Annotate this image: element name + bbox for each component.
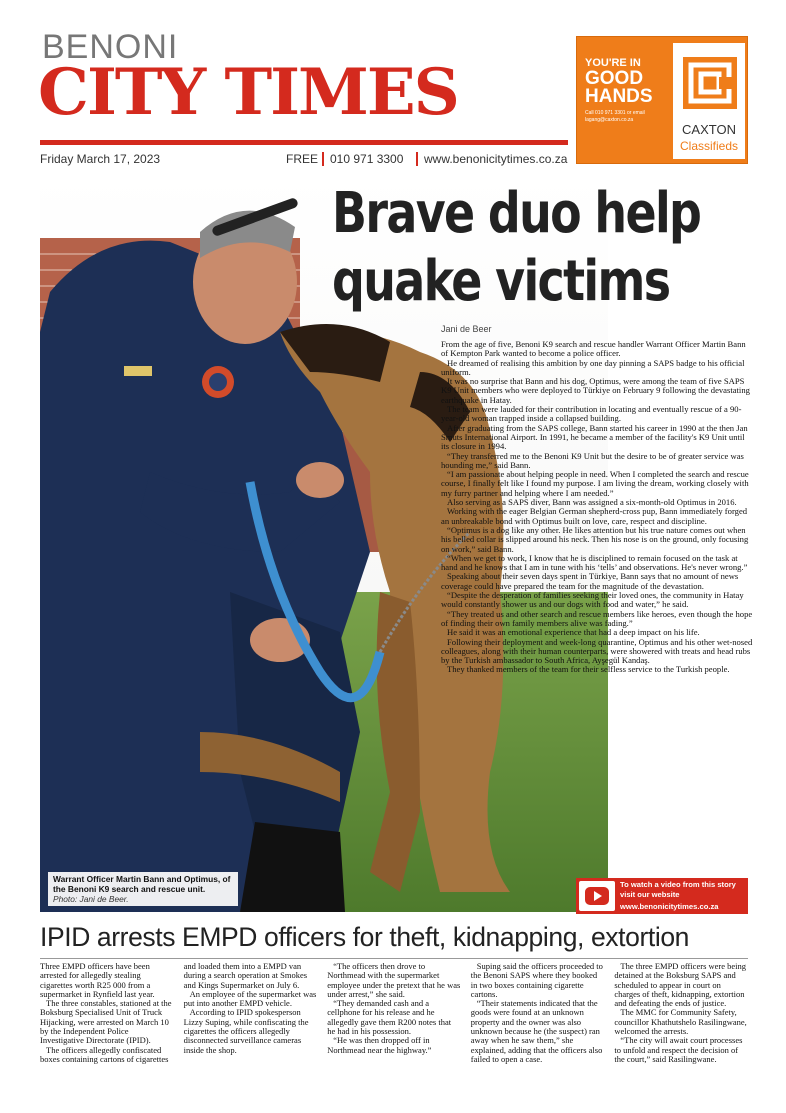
free-label: FREE bbox=[286, 152, 319, 166]
ad-email: lagang@caxton.co.za bbox=[585, 117, 634, 123]
caption-text: Warrant Officer Martin Bann and Optimus, of the Benoni K9 search and rescue unit. bbox=[53, 874, 231, 894]
ad-brand-panel bbox=[673, 43, 745, 159]
lead-paragraph: Speaking about their seven days spent in Türkiye, Bann says that no amount of news coverage could have prepared the team for the magnitude of the devastation. bbox=[441, 571, 739, 591]
ad-line1: YOU'RE IN bbox=[585, 57, 641, 69]
lead-headline-line1: Brave duo help bbox=[332, 181, 701, 246]
story2-paragraph: “They demanded cash and a cellphone for his release and he allegedly gave them R200 notes that he had in his possession. bbox=[327, 998, 452, 1037]
story2-paragraph: According to IPID spokesperson Lizzy Suping, while confiscating the cigarettes the officers allegedly disconnected surveillance cameras inside the shop. bbox=[183, 1007, 309, 1055]
story2-paragraph: Three EMPD officers have been arrested for allegedly stealing cigarettes worth R25 000 from a supermarket in Rynfield last year. bbox=[40, 961, 155, 999]
lead-headline bbox=[332, 180, 701, 316]
lead-paragraph: “Despite the desperation of families seeking their loved ones, the community in Hatay would constantly shower us and our dogs with food and water,” he said. bbox=[441, 590, 744, 610]
story2-paragraph: The three EMPD officers were being detained at the Boksburg SAPS and scheduled to appear in court on charges of theft, kidnapping, extortion and defeating the ends of justice. bbox=[614, 961, 747, 1009]
lead-paragraph: “Optimus is a dog like any other. He likes attention but his true nature comes out when his belled collar is slipped around his neck. Then his nose is on the ground, only focusing on work,” said Bann. bbox=[441, 524, 749, 554]
story2-paragraph: “Their statements indicated that the goods were found at an unknown property and the owner was also unknown because he (the suspect) ran away when he saw them,” she explained, adding that the officers also failed to open a case. bbox=[470, 998, 603, 1064]
story2-paragraph: An employee of the supermarket was put into another EMPD vehicle. bbox=[183, 988, 317, 1009]
phone-number: 010 971 3300 bbox=[322, 152, 403, 166]
ad-call-text: Call 010 971 3301 or email bbox=[585, 110, 645, 116]
lead-paragraph: They thanked members of the team for their selfless service to the Turkish people. bbox=[447, 664, 730, 675]
ad-call bbox=[585, 110, 669, 124]
ad-line3: HANDS bbox=[585, 86, 653, 107]
lead-paragraph: From the age of five, Benoni K9 search and rescue handler Warrant Officer Martin Bann of Kempton Park wanted to become a police officer. bbox=[441, 339, 746, 359]
caxton-classifieds-ad[interactable] bbox=[576, 36, 748, 164]
video-promo-text: To watch a video from this story visit our website bbox=[620, 880, 736, 899]
caption-credit: Photo: Jani de Beer. bbox=[53, 894, 129, 904]
story2-paragraph: Suping said the officers proceeded to the Benoni SAPS where they booked in two boxes containing cigarette cartons. bbox=[470, 961, 603, 999]
photo-caption bbox=[48, 872, 238, 906]
story2-paragraph: The three constables, stationed at the Boksburg Specialised Unit of Truck Hijacking, were arrested on March 10 by the Independent Police Investigative Directorate (IPID). bbox=[40, 998, 172, 1046]
video-promo[interactable] bbox=[576, 878, 748, 914]
byline: Jani de Beer bbox=[441, 324, 492, 334]
story2-paragraph: “The city will await court processes to unfold and respect the decision of the court,” said Rasilingwane. bbox=[614, 1035, 743, 1064]
lead-paragraph: Following their deployment and week-long quarantine, Optimus and his other wet-nosed colleagues, along with their human counterparts, were showered with treats and head rubs by the Turkish ambassador to South Africa, Ayşegül Kandaş. bbox=[441, 636, 753, 666]
lead-story-body bbox=[441, 340, 753, 675]
ad-slogan bbox=[585, 57, 669, 124]
ad-line2: GOOD bbox=[585, 68, 644, 89]
ad-brand-sub: Classifieds bbox=[679, 139, 739, 153]
masthead-title: CITY TIMES bbox=[38, 55, 458, 130]
lead-paragraph: “I am passionate about helping people in need. When I completed the search and rescue course, I finally felt like I found my purpose. I am living the dream, working closely with my furry partner and helping where I am needed.” bbox=[441, 469, 749, 498]
story2-paragraph: The officers allegedly confiscated boxes containing cartons of cigarettes and loaded them into a EMPD van during a search operation at Smokes and Kings Supermarket on July 6. bbox=[40, 961, 308, 1064]
masthead-benoni: BENONI bbox=[42, 28, 179, 66]
lead-paragraph: He said it was an emotional experience that had a deep impact on his life. bbox=[447, 627, 700, 638]
lead-paragraph: The team were lauded for their contribution in locating and eventually rescue of a 90-year-old woman trapped inside a collapsed building. bbox=[441, 404, 742, 424]
caxton-logo-icon bbox=[683, 57, 737, 109]
lead-paragraph: It was no surprise that Bann and his dog, Optimus, were among the team of five SAPS K9 Unit members who were deployed to Türkiye on February 9 following the devastating earthquake in Hatay. bbox=[441, 376, 750, 405]
masthead-rule bbox=[40, 140, 568, 145]
lead-paragraph: After graduating from the SAPS college, Bann started his career in 1990 at the then Jan Smuts International Airport. In 1991, he became a member of the facility's K9 Unit until its closure in 1994. bbox=[441, 422, 748, 452]
issue-date: Friday March 17, 2023 bbox=[40, 152, 161, 166]
lead-paragraph: “They treated us and other search and rescue members like heroes, even though the hope of finding their own family members alive was fading.” bbox=[441, 608, 753, 628]
story2-rule bbox=[40, 958, 748, 959]
story2-paragraph: The MMC for Community Safety, councillor Khathutshelo Rasilingwane, welcomed the arrests. bbox=[614, 1007, 747, 1037]
story2-paragraph: “He was then dropped off in Northmead near the highway.” bbox=[327, 1035, 432, 1055]
story2-body bbox=[40, 962, 748, 1082]
lead-paragraph: He dreamed of realising this ambition by one day pinning a SAPS badge to his official uniform. bbox=[441, 357, 745, 377]
ad-brand: CAXTON bbox=[682, 122, 736, 137]
lead-paragraph: “When we get to work, I know that he is disciplined to remain focused on the task at hand and he knows that I am in tune with his ‘tells’ and observations. He's never wrong.” bbox=[441, 552, 748, 573]
youtube-play-icon[interactable] bbox=[579, 881, 615, 911]
website-link[interactable]: www.benonicitytimes.co.za bbox=[416, 152, 567, 166]
video-promo-url[interactable]: www.benonicitytimes.co.za bbox=[620, 902, 719, 911]
lead-paragraph: Also serving as a SAPS diver, Bann was assigned a six-month-old Optimus in 2016. bbox=[447, 497, 737, 508]
lead-headline-line2: quake victims bbox=[332, 249, 670, 314]
story2-paragraph: “The officers then drove to Northmead with the supermarket employee under the pretext that he was under arrest,” she said. bbox=[327, 961, 461, 999]
lead-paragraph: Working with the eager Belgian German shepherd-cross pup, Bann immediately forged an unbreakable bond with Optimus built on love, care, respect and discipline. bbox=[441, 506, 748, 526]
story2-headline: IPID arrests EMPD officers for theft, kidnapping, extortion bbox=[40, 922, 690, 952]
lead-paragraph: “They transferred me to the Benoni K9 Unit but the desire to be of greater service was hounding me,” said Bann. bbox=[441, 450, 744, 470]
